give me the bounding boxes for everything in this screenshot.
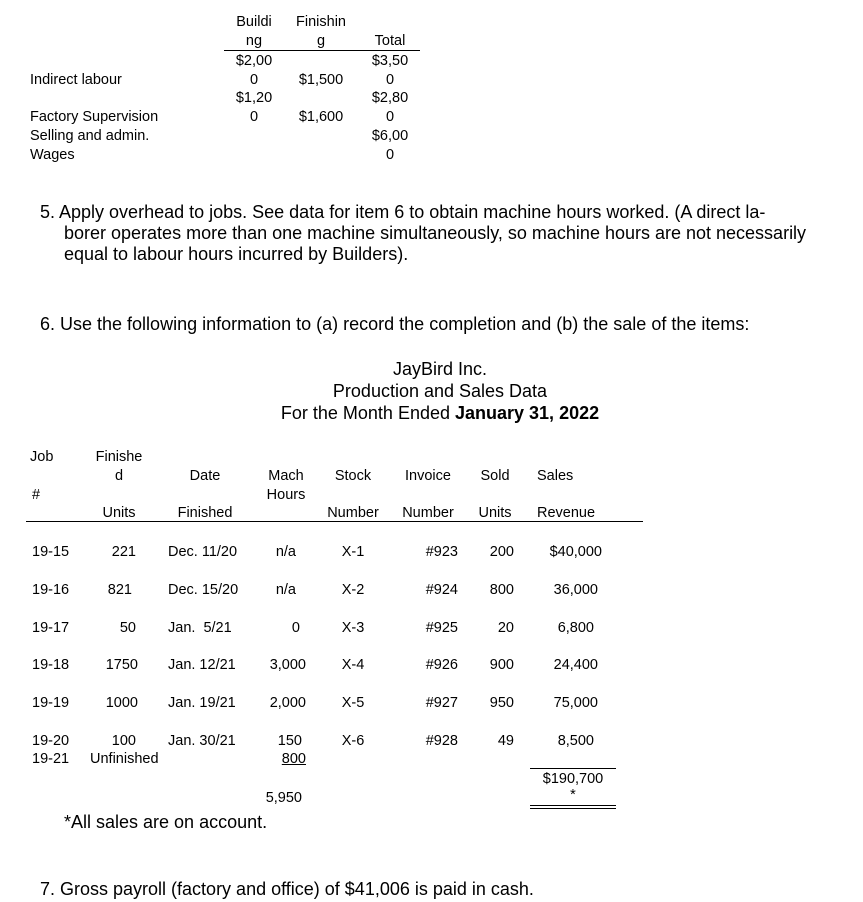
- cell-units: 821: [107, 582, 132, 598]
- item-5-line-2: borer operates more than one machine simultaneously, so machine hours are not necessarily: [64, 223, 807, 243]
- row-label-indirect-labour: Indirect labour: [30, 72, 122, 88]
- col-header-finished-2: d: [114, 468, 124, 484]
- report-company: JayBird Inc.: [392, 359, 488, 379]
- cell-revenue: 8,500: [557, 733, 594, 749]
- cell-sold: 200: [489, 544, 514, 560]
- cell-building-1a: $2,00: [235, 53, 273, 69]
- cell-stock: X-2: [341, 582, 365, 598]
- cell-revenue: $40,000: [549, 544, 602, 560]
- cell-building-2a: $1,20: [235, 90, 273, 106]
- col-header-invoice-number: Number: [402, 505, 454, 521]
- cell-job: 19-17: [32, 620, 70, 636]
- cell-units: Unfinished: [90, 751, 159, 767]
- cell-job: 19-20: [32, 733, 70, 749]
- cell-stock: X-3: [341, 620, 365, 636]
- cell-total-2b: 0: [385, 109, 395, 125]
- header-finishing-line1: Finishin: [296, 14, 346, 30]
- cell-finishing-2: $1,600: [298, 109, 344, 125]
- cell-date: Jan. 30/21: [168, 733, 236, 749]
- cell-mach: 800: [281, 751, 306, 767]
- item-5-line-3: equal to labour hours incurred by Builders).: [64, 244, 409, 264]
- cell-job: 19-21: [32, 751, 70, 767]
- cell-invoice: #926: [425, 657, 458, 673]
- col-header-stock: Stock: [334, 468, 372, 484]
- cell-mach: 3,000: [269, 657, 306, 673]
- cell-stock: X-5: [341, 695, 365, 711]
- cell-revenue: 36,000: [553, 582, 598, 598]
- row-label-factory-supervision: Factory Supervision: [30, 109, 159, 125]
- row-label-wages: Wages: [30, 147, 75, 163]
- cell-total-3a: $6,00: [371, 128, 409, 144]
- header-finishing-line2: g: [316, 33, 326, 49]
- cell-job: 19-16: [32, 582, 70, 598]
- col-header-finished-1: Finishe: [95, 449, 143, 465]
- header-building-line1: Buildi: [236, 14, 272, 30]
- report-title: Production and Sales Data: [332, 381, 548, 401]
- cell-date: Dec. 15/20: [168, 582, 239, 598]
- cell-job: 19-18: [32, 657, 70, 673]
- mach-hours-total: 5,950: [265, 790, 302, 806]
- item-5-line-1: 5. Apply overhead to jobs. See data for item 6 to obtain machine hours worked. (A direct la-: [40, 202, 766, 222]
- revenue-double-rule-1: [530, 805, 616, 806]
- col-header-job-1: Job: [30, 449, 54, 465]
- cell-units: 1750: [105, 657, 138, 673]
- cell-revenue: 24,400: [553, 657, 598, 673]
- row-label-selling-admin: Selling and admin.: [30, 128, 150, 144]
- item-5-paragraph: [40, 202, 860, 265]
- cell-sold: 20: [497, 620, 514, 636]
- cell-invoice: #924: [425, 582, 458, 598]
- cell-units: 1000: [105, 695, 138, 711]
- revenue-double-rule-2: [530, 808, 616, 809]
- col-header-invoice: Invoice: [405, 468, 451, 484]
- col-header-job-3: #: [32, 487, 41, 503]
- cell-mach: n/a: [275, 544, 296, 560]
- cell-date: Dec. 11/20: [168, 544, 238, 560]
- cell-sold: 800: [489, 582, 514, 598]
- cell-units: 50: [119, 620, 136, 636]
- cell-stock: X-1: [341, 544, 365, 560]
- revenue-total-mark: *: [570, 787, 576, 803]
- cell-total-2a: $2,80: [371, 90, 409, 106]
- cell-mach: 0: [291, 620, 300, 636]
- cell-total-1a: $3,50: [371, 53, 409, 69]
- cell-date: Jan. 5/21: [168, 620, 232, 636]
- item-6-text: 6. Use the following information to (a) record the completion and (b) the sale of the items:: [40, 314, 750, 334]
- cell-units: 221: [111, 544, 136, 560]
- col-header-date: Date: [189, 468, 221, 484]
- cell-sold: 900: [489, 657, 514, 673]
- cell-job: 19-15: [32, 544, 70, 560]
- cell-total-1b: 0: [385, 72, 395, 88]
- report-period-prefix: For the Month Ended: [280, 403, 455, 423]
- cell-job: 19-19: [32, 695, 70, 711]
- cell-building-2b: 0: [249, 109, 259, 125]
- cell-invoice: #925: [425, 620, 458, 636]
- cell-revenue: 75,000: [553, 695, 598, 711]
- report-period: [220, 402, 660, 424]
- cell-mach: 150: [277, 733, 302, 749]
- header-total: Total: [374, 33, 406, 49]
- revenue-total: $190,700: [542, 771, 604, 787]
- col-header-mach-hours: Hours: [266, 487, 306, 503]
- cell-total-3b: 0: [385, 147, 395, 163]
- header-building-line2: ng: [245, 33, 263, 49]
- col-header-sold-units: Units: [478, 505, 512, 521]
- cell-date: Jan. 19/21: [168, 695, 236, 711]
- col-header-sales: Sales: [537, 468, 574, 484]
- cell-sold: 49: [497, 733, 514, 749]
- cell-mach: 2,000: [269, 695, 306, 711]
- cell-sold: 950: [489, 695, 514, 711]
- cell-invoice: #928: [425, 733, 458, 749]
- cell-finishing-1: $1,500: [298, 72, 344, 88]
- cell-date: Jan. 12/21: [168, 657, 236, 673]
- report-period-date: January 31, 2022: [455, 403, 600, 423]
- col-header-finished-units: Units: [102, 505, 136, 521]
- cell-building-1b: 0: [249, 72, 259, 88]
- col-header-stock-number: Number: [327, 505, 379, 521]
- cell-units: 100: [111, 733, 136, 749]
- cell-invoice: #927: [425, 695, 458, 711]
- cell-mach: n/a: [275, 582, 296, 598]
- col-header-mach: Mach: [268, 468, 304, 484]
- sales-footnote: *All sales are on account.: [64, 812, 268, 832]
- item-7-text: 7. Gross payroll (factory and office) of $41,006 is paid in cash.: [40, 879, 534, 899]
- revenue-total-top-rule: [530, 768, 616, 769]
- cell-revenue: 6,800: [557, 620, 594, 636]
- cell-invoice: #923: [425, 544, 458, 560]
- col-header-sold: Sold: [480, 468, 510, 484]
- header-rule: [224, 50, 420, 51]
- cell-stock: X-4: [341, 657, 365, 673]
- table-header-rule: [26, 521, 643, 522]
- col-header-date-finished: Finished: [177, 505, 233, 521]
- col-header-revenue: Revenue: [537, 505, 596, 521]
- cell-stock: X-6: [341, 733, 365, 749]
